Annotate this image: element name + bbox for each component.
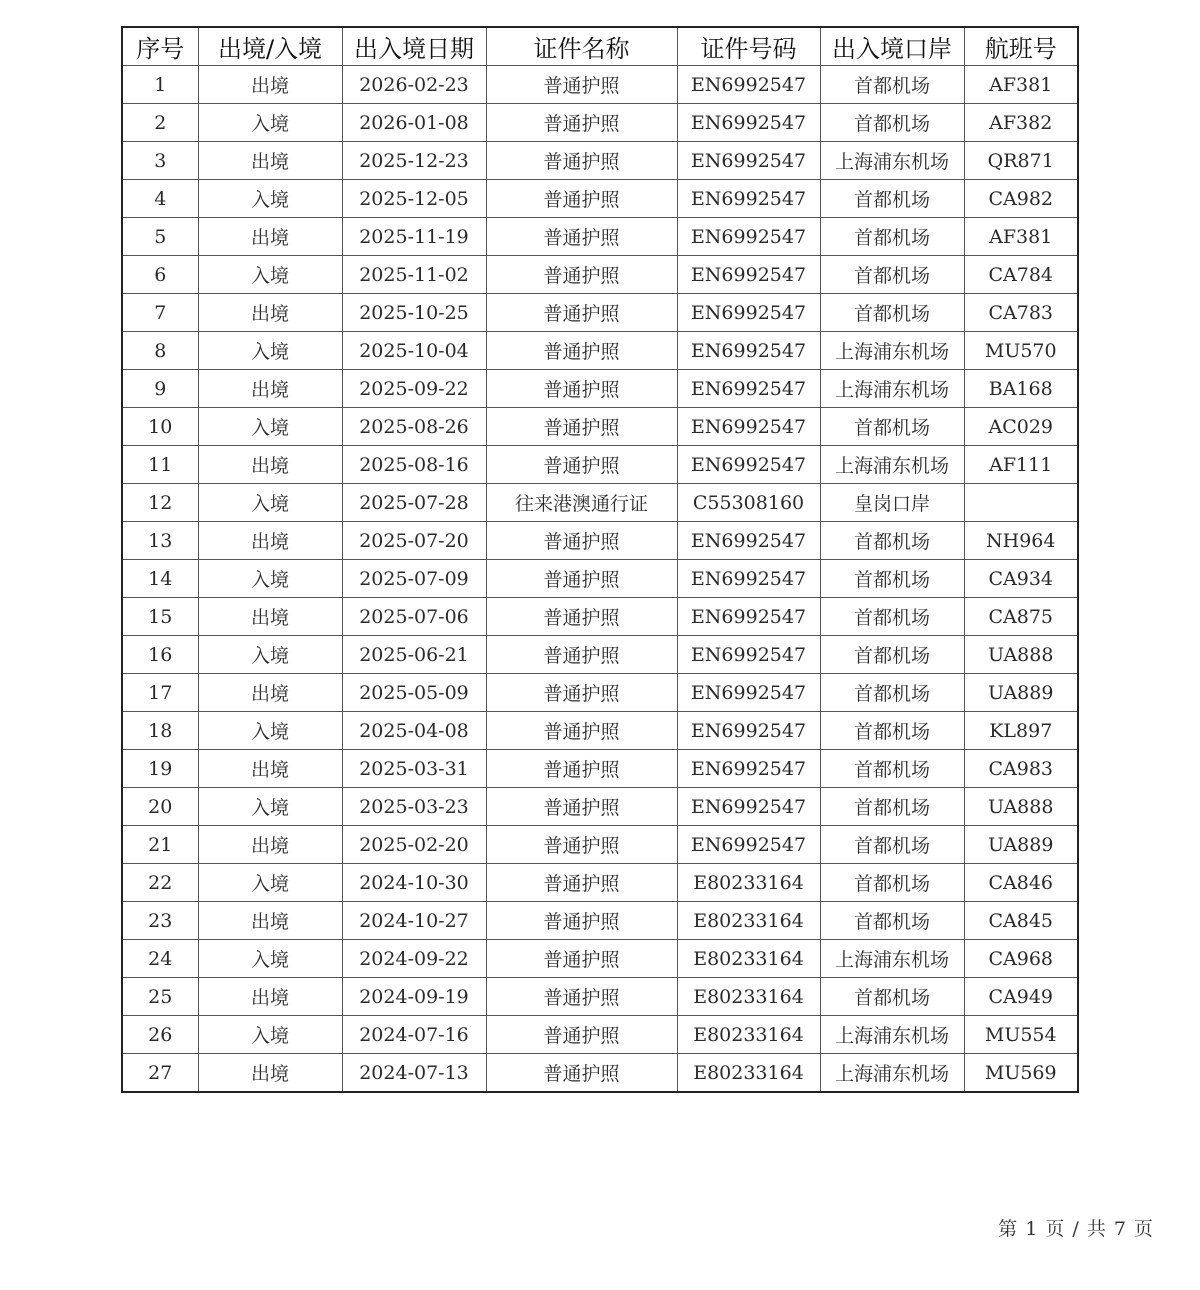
table-row bbox=[122, 674, 1078, 712]
cell-port: 上海浦东机场 bbox=[820, 1054, 964, 1093]
cell-flight-number: AF382 bbox=[964, 104, 1078, 142]
cell-date: 2025-07-20 bbox=[342, 522, 486, 560]
cell-document-number: EN6992547 bbox=[677, 826, 820, 864]
cell-port: 首都机场 bbox=[820, 180, 964, 218]
cell-direction: 出境 bbox=[198, 294, 342, 332]
cell-direction: 入境 bbox=[198, 104, 342, 142]
cell-port: 皇岗口岸 bbox=[820, 484, 964, 522]
cell-date: 2025-08-26 bbox=[342, 408, 486, 446]
cell-direction: 出境 bbox=[198, 446, 342, 484]
cell-document-number: EN6992547 bbox=[677, 104, 820, 142]
table-row bbox=[122, 104, 1078, 142]
column-header-date: 出入境日期 bbox=[342, 27, 486, 66]
cell-flight-number: MU554 bbox=[964, 1016, 1078, 1054]
cell-port: 首都机场 bbox=[820, 978, 964, 1016]
cell-index: 10 bbox=[122, 408, 198, 446]
cell-document-number: EN6992547 bbox=[677, 598, 820, 636]
cell-document-type: 普通护照 bbox=[486, 370, 677, 408]
cell-flight-number: QR871 bbox=[964, 142, 1078, 180]
cell-document-number: EN6992547 bbox=[677, 66, 820, 104]
table-row bbox=[122, 1016, 1078, 1054]
cell-port: 上海浦东机场 bbox=[820, 142, 964, 180]
cell-direction: 出境 bbox=[198, 826, 342, 864]
cell-document-number: E80233164 bbox=[677, 902, 820, 940]
cell-flight-number: BA168 bbox=[964, 370, 1078, 408]
cell-date: 2025-10-25 bbox=[342, 294, 486, 332]
cell-date: 2025-05-09 bbox=[342, 674, 486, 712]
cell-index: 20 bbox=[122, 788, 198, 826]
column-header-direction: 出境/入境 bbox=[198, 27, 342, 66]
cell-flight-number: CA983 bbox=[964, 750, 1078, 788]
cell-direction: 出境 bbox=[198, 674, 342, 712]
cell-port: 首都机场 bbox=[820, 560, 964, 598]
table-row bbox=[122, 636, 1078, 674]
cell-date: 2025-07-28 bbox=[342, 484, 486, 522]
cell-document-number: EN6992547 bbox=[677, 294, 820, 332]
cell-date: 2024-10-27 bbox=[342, 902, 486, 940]
cell-port: 上海浦东机场 bbox=[820, 370, 964, 408]
cell-index: 16 bbox=[122, 636, 198, 674]
cell-document-number: EN6992547 bbox=[677, 560, 820, 598]
cell-flight-number: AF381 bbox=[964, 218, 1078, 256]
cell-direction: 入境 bbox=[198, 256, 342, 294]
cell-document-type: 普通护照 bbox=[486, 1016, 677, 1054]
cell-date: 2024-07-16 bbox=[342, 1016, 486, 1054]
cell-flight-number: AC029 bbox=[964, 408, 1078, 446]
column-header-index: 序号 bbox=[122, 27, 198, 66]
cell-direction: 出境 bbox=[198, 522, 342, 560]
cell-direction: 入境 bbox=[198, 1016, 342, 1054]
column-header-flight-number: 航班号 bbox=[964, 27, 1078, 66]
cell-index: 25 bbox=[122, 978, 198, 1016]
cell-port: 首都机场 bbox=[820, 294, 964, 332]
cell-index: 23 bbox=[122, 902, 198, 940]
cell-date: 2025-07-09 bbox=[342, 560, 486, 598]
cell-document-type: 普通护照 bbox=[486, 256, 677, 294]
cell-flight-number: MU569 bbox=[964, 1054, 1078, 1093]
table-header bbox=[122, 27, 1078, 66]
column-header-document-number: 证件号码 bbox=[677, 27, 820, 66]
cell-document-number: EN6992547 bbox=[677, 674, 820, 712]
cell-port: 上海浦东机场 bbox=[820, 332, 964, 370]
cell-index: 6 bbox=[122, 256, 198, 294]
cell-index: 9 bbox=[122, 370, 198, 408]
cell-direction: 入境 bbox=[198, 560, 342, 598]
table-row bbox=[122, 180, 1078, 218]
cell-direction: 出境 bbox=[198, 66, 342, 104]
cell-index: 3 bbox=[122, 142, 198, 180]
cell-document-number: EN6992547 bbox=[677, 332, 820, 370]
cell-port: 首都机场 bbox=[820, 408, 964, 446]
cell-document-number: EN6992547 bbox=[677, 370, 820, 408]
cell-document-number: EN6992547 bbox=[677, 218, 820, 256]
cell-date: 2024-10-30 bbox=[342, 864, 486, 902]
cell-index: 27 bbox=[122, 1054, 198, 1093]
cell-document-type: 普通护照 bbox=[486, 674, 677, 712]
page-indicator: 第 1 页 / 共 7 页 bbox=[998, 1218, 1154, 1240]
cell-direction: 出境 bbox=[198, 370, 342, 408]
cell-index: 14 bbox=[122, 560, 198, 598]
cell-direction: 出境 bbox=[198, 1054, 342, 1093]
cell-direction: 出境 bbox=[198, 218, 342, 256]
cell-port: 上海浦东机场 bbox=[820, 1016, 964, 1054]
cell-index: 18 bbox=[122, 712, 198, 750]
cell-index: 24 bbox=[122, 940, 198, 978]
cell-direction: 入境 bbox=[198, 332, 342, 370]
cell-index: 7 bbox=[122, 294, 198, 332]
cell-flight-number: MU570 bbox=[964, 332, 1078, 370]
cell-flight-number: UA889 bbox=[964, 826, 1078, 864]
cell-document-type: 普通护照 bbox=[486, 66, 677, 104]
table-row bbox=[122, 218, 1078, 256]
cell-date: 2025-03-23 bbox=[342, 788, 486, 826]
table-row bbox=[122, 294, 1078, 332]
cell-port: 首都机场 bbox=[820, 788, 964, 826]
cell-flight-number: AF111 bbox=[964, 446, 1078, 484]
cell-document-type: 普通护照 bbox=[486, 902, 677, 940]
cell-flight-number: UA888 bbox=[964, 636, 1078, 674]
cell-flight-number: CA875 bbox=[964, 598, 1078, 636]
cell-direction: 出境 bbox=[198, 142, 342, 180]
cell-port: 首都机场 bbox=[820, 712, 964, 750]
table-row bbox=[122, 446, 1078, 484]
cell-document-number: EN6992547 bbox=[677, 750, 820, 788]
cell-document-number: E80233164 bbox=[677, 940, 820, 978]
cell-direction: 入境 bbox=[198, 180, 342, 218]
cell-flight-number: UA888 bbox=[964, 788, 1078, 826]
cell-date: 2025-07-06 bbox=[342, 598, 486, 636]
cell-flight-number: CA968 bbox=[964, 940, 1078, 978]
column-header-port: 出入境口岸 bbox=[820, 27, 964, 66]
cell-date: 2026-01-08 bbox=[342, 104, 486, 142]
table-body bbox=[122, 66, 1078, 1093]
cell-date: 2025-12-23 bbox=[342, 142, 486, 180]
cell-document-type: 往来港澳通行证 bbox=[486, 484, 677, 522]
cell-document-number: EN6992547 bbox=[677, 712, 820, 750]
cell-document-type: 普通护照 bbox=[486, 978, 677, 1016]
cell-date: 2025-11-19 bbox=[342, 218, 486, 256]
cell-direction: 入境 bbox=[198, 712, 342, 750]
cell-document-type: 普通护照 bbox=[486, 294, 677, 332]
cell-index: 22 bbox=[122, 864, 198, 902]
cell-date: 2024-07-13 bbox=[342, 1054, 486, 1093]
cell-port: 首都机场 bbox=[820, 750, 964, 788]
cell-index: 13 bbox=[122, 522, 198, 560]
cell-flight-number: CA949 bbox=[964, 978, 1078, 1016]
table-row bbox=[122, 484, 1078, 522]
cell-index: 26 bbox=[122, 1016, 198, 1054]
cell-document-number: E80233164 bbox=[677, 978, 820, 1016]
cell-document-number: EN6992547 bbox=[677, 788, 820, 826]
table-row bbox=[122, 712, 1078, 750]
table-row bbox=[122, 332, 1078, 370]
cell-index: 5 bbox=[122, 218, 198, 256]
cell-date: 2024-09-19 bbox=[342, 978, 486, 1016]
cell-document-type: 普通护照 bbox=[486, 636, 677, 674]
cell-date: 2025-10-04 bbox=[342, 332, 486, 370]
cell-date: 2025-09-22 bbox=[342, 370, 486, 408]
table-row bbox=[122, 256, 1078, 294]
cell-port: 首都机场 bbox=[820, 598, 964, 636]
cell-flight-number: UA889 bbox=[964, 674, 1078, 712]
cell-port: 首都机场 bbox=[820, 674, 964, 712]
cell-document-type: 普通护照 bbox=[486, 142, 677, 180]
cell-port: 首都机场 bbox=[820, 522, 964, 560]
table-row bbox=[122, 750, 1078, 788]
cell-date: 2025-02-20 bbox=[342, 826, 486, 864]
cell-port: 首都机场 bbox=[820, 826, 964, 864]
cell-document-number: C55308160 bbox=[677, 484, 820, 522]
cell-date: 2025-08-16 bbox=[342, 446, 486, 484]
cell-document-number: EN6992547 bbox=[677, 142, 820, 180]
cell-document-type: 普通护照 bbox=[486, 180, 677, 218]
cell-flight-number: CA783 bbox=[964, 294, 1078, 332]
cell-document-type: 普通护照 bbox=[486, 864, 677, 902]
cell-index: 17 bbox=[122, 674, 198, 712]
cell-document-type: 普通护照 bbox=[486, 408, 677, 446]
cell-direction: 入境 bbox=[198, 864, 342, 902]
cell-document-number: EN6992547 bbox=[677, 180, 820, 218]
cell-date: 2024-09-22 bbox=[342, 940, 486, 978]
cell-document-number: EN6992547 bbox=[677, 446, 820, 484]
cell-direction: 入境 bbox=[198, 940, 342, 978]
cell-date: 2025-03-31 bbox=[342, 750, 486, 788]
cell-port: 上海浦东机场 bbox=[820, 446, 964, 484]
table-row bbox=[122, 940, 1078, 978]
cell-index: 1 bbox=[122, 66, 198, 104]
cell-document-type: 普通护照 bbox=[486, 712, 677, 750]
cell-flight-number bbox=[964, 484, 1078, 522]
column-header-document-type: 证件名称 bbox=[486, 27, 677, 66]
cell-date: 2025-11-02 bbox=[342, 256, 486, 294]
cell-date: 2025-12-05 bbox=[342, 180, 486, 218]
cell-port: 首都机场 bbox=[820, 218, 964, 256]
cell-direction: 出境 bbox=[198, 978, 342, 1016]
cell-document-type: 普通护照 bbox=[486, 788, 677, 826]
cell-document-number: E80233164 bbox=[677, 864, 820, 902]
table-row bbox=[122, 902, 1078, 940]
cell-index: 15 bbox=[122, 598, 198, 636]
cell-port: 上海浦东机场 bbox=[820, 940, 964, 978]
cell-document-type: 普通护照 bbox=[486, 598, 677, 636]
cell-direction: 入境 bbox=[198, 636, 342, 674]
table-row bbox=[122, 978, 1078, 1016]
cell-direction: 入境 bbox=[198, 408, 342, 446]
table-row bbox=[122, 1054, 1078, 1093]
cell-date: 2026-02-23 bbox=[342, 66, 486, 104]
cell-direction: 出境 bbox=[198, 902, 342, 940]
table-row bbox=[122, 66, 1078, 104]
cell-document-number: EN6992547 bbox=[677, 522, 820, 560]
cell-document-type: 普通护照 bbox=[486, 1054, 677, 1093]
cell-flight-number: AF381 bbox=[964, 66, 1078, 104]
cell-flight-number: KL897 bbox=[964, 712, 1078, 750]
cell-direction: 出境 bbox=[198, 598, 342, 636]
cell-index: 8 bbox=[122, 332, 198, 370]
cell-index: 2 bbox=[122, 104, 198, 142]
cell-document-number: EN6992547 bbox=[677, 636, 820, 674]
cell-index: 4 bbox=[122, 180, 198, 218]
cell-index: 19 bbox=[122, 750, 198, 788]
table-row bbox=[122, 522, 1078, 560]
cell-direction: 入境 bbox=[198, 788, 342, 826]
cell-direction: 入境 bbox=[198, 484, 342, 522]
table-row bbox=[122, 142, 1078, 180]
cell-port: 首都机场 bbox=[820, 864, 964, 902]
table-row bbox=[122, 408, 1078, 446]
table-row bbox=[122, 864, 1078, 902]
header-row bbox=[122, 27, 1078, 66]
cell-document-type: 普通护照 bbox=[486, 560, 677, 598]
table-row bbox=[122, 788, 1078, 826]
cell-flight-number: CA934 bbox=[964, 560, 1078, 598]
table-row bbox=[122, 370, 1078, 408]
cell-document-type: 普通护照 bbox=[486, 750, 677, 788]
cell-document-number: EN6992547 bbox=[677, 408, 820, 446]
cell-port: 首都机场 bbox=[820, 902, 964, 940]
cell-date: 2025-06-21 bbox=[342, 636, 486, 674]
cell-document-number: E80233164 bbox=[677, 1016, 820, 1054]
cell-document-type: 普通护照 bbox=[486, 332, 677, 370]
cell-document-number: EN6992547 bbox=[677, 256, 820, 294]
cell-direction: 出境 bbox=[198, 750, 342, 788]
entry-exit-record-table bbox=[121, 26, 1079, 1093]
cell-document-number: E80233164 bbox=[677, 1054, 820, 1093]
cell-document-type: 普通护照 bbox=[486, 522, 677, 560]
table-row bbox=[122, 560, 1078, 598]
cell-document-type: 普通护照 bbox=[486, 446, 677, 484]
table-row bbox=[122, 826, 1078, 864]
cell-index: 11 bbox=[122, 446, 198, 484]
cell-flight-number: CA982 bbox=[964, 180, 1078, 218]
cell-port: 首都机场 bbox=[820, 636, 964, 674]
cell-date: 2025-04-08 bbox=[342, 712, 486, 750]
cell-flight-number: NH964 bbox=[964, 522, 1078, 560]
cell-index: 21 bbox=[122, 826, 198, 864]
cell-port: 首都机场 bbox=[820, 66, 964, 104]
cell-document-type: 普通护照 bbox=[486, 218, 677, 256]
cell-port: 首都机场 bbox=[820, 104, 964, 142]
cell-document-type: 普通护照 bbox=[486, 940, 677, 978]
cell-flight-number: CA846 bbox=[964, 864, 1078, 902]
cell-port: 首都机场 bbox=[820, 256, 964, 294]
cell-flight-number: CA845 bbox=[964, 902, 1078, 940]
cell-index: 12 bbox=[122, 484, 198, 522]
cell-document-type: 普通护照 bbox=[486, 104, 677, 142]
cell-document-type: 普通护照 bbox=[486, 826, 677, 864]
table-row bbox=[122, 598, 1078, 636]
cell-flight-number: CA784 bbox=[964, 256, 1078, 294]
